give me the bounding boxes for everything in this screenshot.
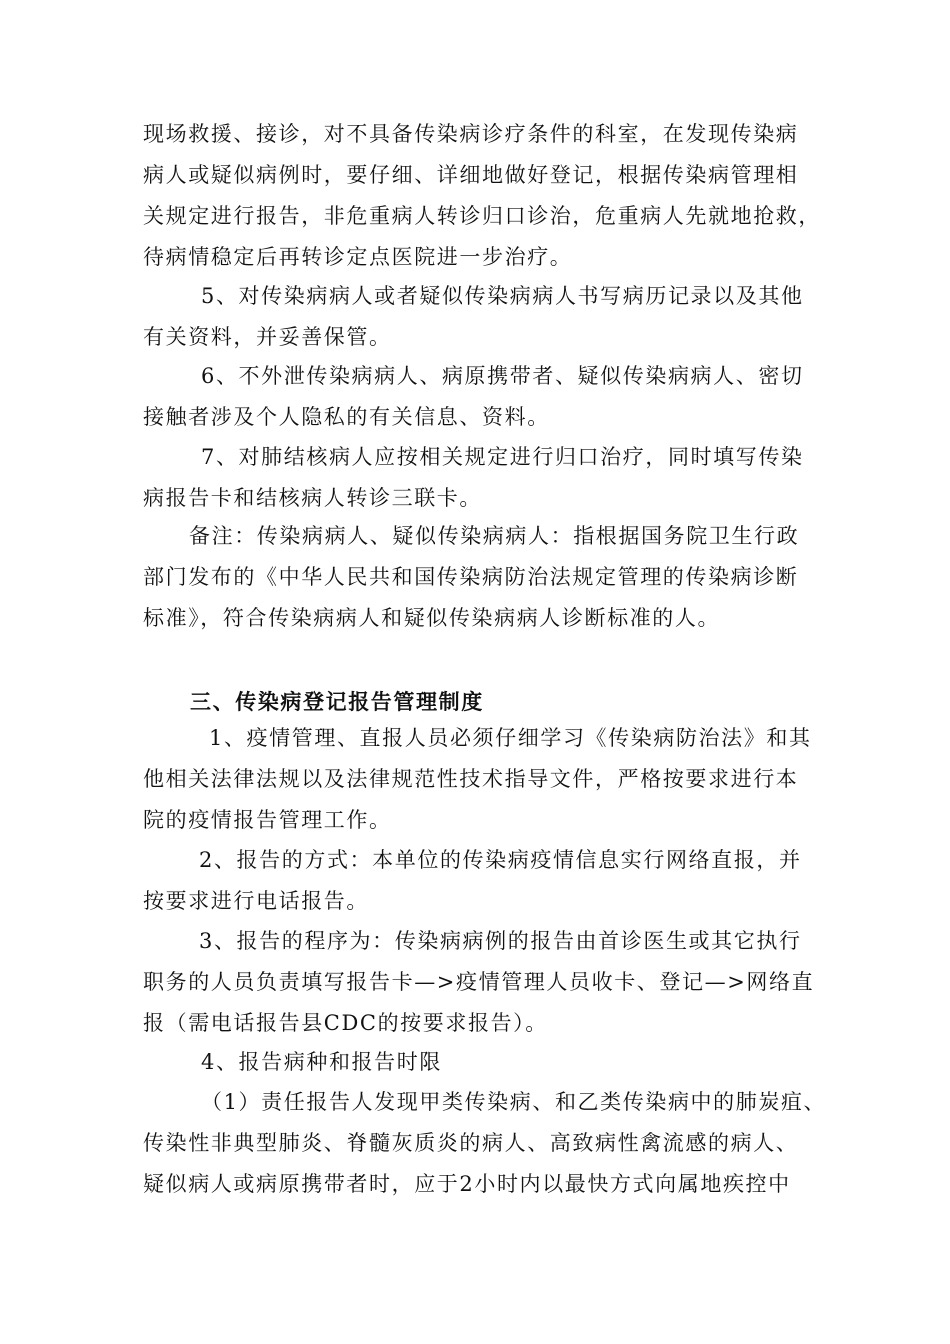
paragraph-item-7 — [143, 437, 803, 519]
text-line: 接触者涉及个人隐私的有关信息、资料。 — [143, 405, 550, 429]
paragraph-section-item-2 — [143, 840, 803, 922]
text-line: 2、报告的方式：本单位的传染病疫情信息实行网络直报，并 — [199, 848, 802, 872]
text-line: 按要求进行电话报告。 — [143, 889, 369, 913]
text-line: 报（需电话报告县CDC的按要求报告）。 — [143, 1011, 548, 1035]
text-line: （1）责任报告人发现甲类传染病、和乙类传染病中的肺炭疽、 — [201, 1090, 827, 1114]
section-heading: 三、传染病登记报告管理制度 — [190, 690, 484, 714]
paragraph-note — [143, 516, 803, 639]
text-line: 疑似病人或病原携带者时，应于2小时内以最快方式向属地疾控中 — [143, 1172, 791, 1196]
text-line: 关规定进行报告，非危重病人转诊归口诊治，危重病人先就地抢救， — [143, 204, 821, 228]
paragraph-item-6 — [143, 356, 803, 438]
text-line: 4、报告病种和报告时限 — [201, 1050, 442, 1074]
text-line: 备注：传染病病人、疑似传染病病人：指根据国务院卫生行政 — [189, 524, 800, 548]
text-line: 传染性非典型肺炎、脊髓灰质炎的病人、高致病性禽流感的病人、 — [143, 1131, 799, 1155]
text-line: 3、报告的程序为：传染病病例的报告由首诊医生或其它执行 — [199, 929, 802, 953]
text-line: 标准》，符合传染病病人和疑似传染病病人诊断标准的人。 — [143, 606, 721, 630]
text-line: 他相关法律法规以及法律规范性技术指导文件，严格按要求进行本 — [143, 767, 799, 791]
paragraph-rescue-reception — [143, 114, 821, 278]
paragraph-item-5 — [143, 276, 803, 358]
text-line: 现场救援、接诊，对不具备传染病诊疗条件的科室，在发现传染病 — [143, 122, 799, 146]
text-line: 6、不外泄传染病病人、病原携带者、疑似传染病病人、密切 — [201, 364, 804, 388]
text-line: 病报告卡和结核病人转诊三联卡。 — [143, 486, 482, 510]
paragraph-section-item-3 — [143, 921, 815, 1044]
paragraph-section-item-1 — [143, 718, 812, 841]
text-line: 1、疫情管理、直报人员必须仔细学习《传染病防治法》和其 — [209, 726, 812, 750]
text-line: 院的疫情报告管理工作。 — [143, 808, 392, 832]
paragraph-section-item-4-1 — [143, 1082, 827, 1205]
text-line: 5、对传染病病人或者疑似传染病病人书写病历记录以及其他 — [201, 284, 804, 308]
text-line: 待病情稳定后再转诊定点医院进一步治疗。 — [143, 245, 573, 269]
paragraph-section-item-4 — [143, 1042, 803, 1083]
text-line: 病人或疑似病例时，要仔细、详细地做好登记，根据传染病管理相 — [143, 163, 799, 187]
text-line: 部门发布的《中华人民共和国传染病防治法规定管理的传染病诊断 — [143, 565, 799, 589]
text-line: 职务的人员负责填写报告卡—>疫情管理人员收卡、登记—>网络直 — [143, 970, 815, 994]
text-line: 7、对肺结核病人应按相关规定进行归口治疗，同时填写传染 — [201, 445, 804, 469]
text-line: 有关资料，并妥善保管。 — [143, 325, 392, 349]
